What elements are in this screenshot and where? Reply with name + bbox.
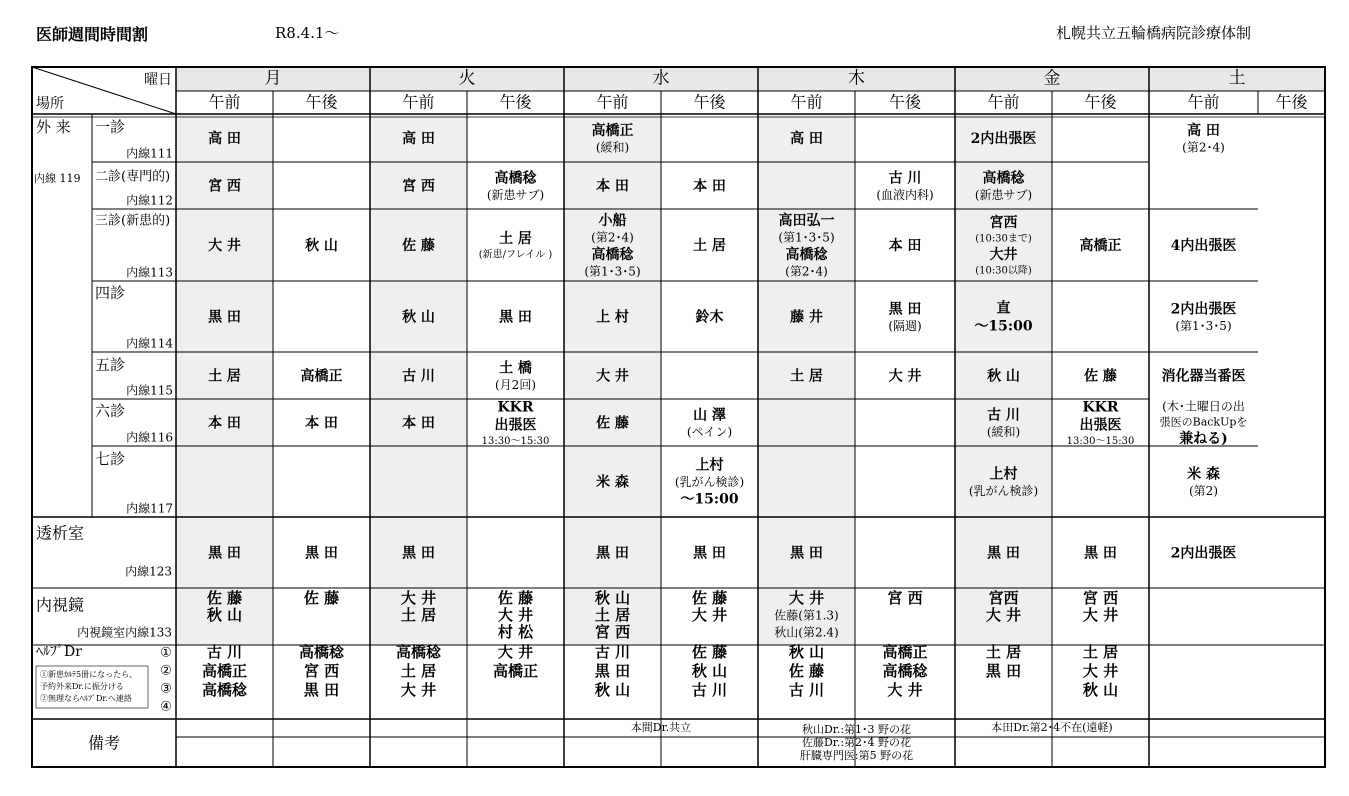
corner-youbi: 曜日 [144, 72, 172, 88]
cell-text: (緩和) [595, 140, 630, 155]
cell-text: 大 井 [1082, 606, 1119, 624]
cell-text: 宮 西 [1082, 589, 1119, 607]
cell-text: 高 田 [208, 131, 241, 147]
cell-text: 大 井 [888, 368, 922, 385]
cell-text: 秋 山 [594, 589, 631, 607]
gairai-label: 外 来 [36, 118, 71, 136]
cell-text: 小船 [598, 213, 627, 229]
cell-text: 村 松 [497, 623, 534, 641]
cell-text: 土 居 [1082, 643, 1119, 661]
cell-text: 土 居 [499, 231, 532, 247]
cell-text: 13:30～15:30 [1066, 436, 1135, 447]
cell-text: 秋 山 [788, 643, 825, 661]
day-header: 水 [652, 68, 670, 89]
am-header: 午前 [596, 92, 629, 112]
cell-text: (10:30以降) [975, 265, 1032, 277]
cell-text: 黒 田 [594, 662, 631, 680]
cell-text: 宮 西 [402, 178, 435, 195]
cell-text: 高田弘一 [778, 213, 835, 229]
cell-text: 高 田 [790, 131, 823, 147]
cell-text: 大 井 [1082, 662, 1119, 680]
cell-text: 古 川 [594, 643, 631, 661]
biko-thu: 肝臓専門医:第5 野の花 [799, 749, 914, 762]
room-label: 四診 [95, 284, 126, 302]
cell-text: 13:30～15:30 [481, 436, 550, 447]
cell-text: (第1･3･5) [584, 264, 641, 279]
day-header: 土 [1228, 68, 1246, 89]
cell-text: (月2回) [495, 378, 536, 392]
cell-text: 土 居 [790, 368, 823, 385]
cell-text: 佐 藤 [206, 589, 243, 607]
room-label: 二診(専門的) [95, 169, 171, 185]
cell-text: 高橋正 [492, 662, 539, 680]
room-label: 五診 [95, 356, 126, 374]
help-note: 予約外来Dr.に振分ける [40, 682, 124, 691]
cell-text: 黒 田 [402, 545, 435, 562]
cell-text: ～15:00 [680, 491, 739, 508]
cell-text: 直 [996, 300, 1011, 317]
pm-header: 午後 [305, 92, 338, 112]
cell-text: (第2･4) [1182, 140, 1225, 155]
cell-text: 黒 田 [987, 545, 1020, 562]
room-label: 三診(新患的) [95, 213, 171, 229]
cell-text: 佐 藤 [788, 662, 825, 680]
help-num: ① [160, 645, 172, 661]
cell-text: 大 井 [691, 606, 728, 624]
day-header: 月 [264, 68, 282, 89]
cell-text: 秋 山 [987, 368, 1020, 385]
cell-text: 高橋稔 [395, 643, 442, 661]
cell-text: 土 居 [693, 238, 726, 254]
cell-text: 秋 山 [206, 606, 243, 624]
cell-text: 高橋稔 [298, 643, 345, 661]
cell-text: 大井 [989, 247, 1018, 263]
cell-text: (10:30まで) [975, 233, 1032, 245]
cell-text: 大 井 [400, 681, 437, 699]
naishi-ext: 内視鏡室内線133 [77, 625, 172, 640]
cell-text: 土 居 [400, 606, 437, 624]
cell-text: (第1･3･5) [778, 230, 835, 245]
cell-text: (乳がん検診) [968, 484, 1039, 498]
cell-text: 高橋稔 [882, 662, 928, 680]
room-ext: 内線114 [126, 336, 173, 351]
cell-text: 高 田 [1187, 123, 1220, 139]
pm-header: 午後 [499, 92, 532, 112]
cell-text: KKR [497, 399, 534, 416]
cell-text: 出張医 [494, 417, 537, 434]
cell-text: 黒 田 [1084, 545, 1117, 562]
cell-text: 土 居 [400, 662, 437, 680]
cell-text: 大 井 [497, 606, 534, 624]
cell-text: 宮 西 [303, 662, 340, 680]
am-header: 午前 [208, 92, 241, 112]
help-num: ③ [160, 681, 172, 697]
cell-text: (新患サブ) [974, 188, 1033, 202]
cell-text: 大 井 [596, 368, 629, 385]
cell-text: 高橋正 [882, 643, 928, 661]
cell-text: 高橋正 [591, 123, 634, 139]
room-ext: 内線117 [126, 501, 173, 516]
effective-date: R8.4.1～ [275, 24, 340, 42]
toseki-ext: 内線123 [125, 564, 172, 579]
room-ext: 内線111 [126, 146, 173, 161]
cell-text: (緩和) [986, 425, 1021, 439]
toseki-label: 透析室 [36, 523, 85, 543]
cell-text: 佐 藤 [402, 238, 435, 254]
cell-text: 黒 田 [499, 309, 532, 326]
help-note: ①新患ｶﾙﾃ5冊になったら、 [40, 670, 138, 679]
cell-text: 本 田 [402, 415, 435, 432]
cell-text: 秋 山 [594, 681, 631, 699]
header-shade [176, 67, 1325, 91]
cell-text: 高橋稔 [494, 170, 537, 187]
cell-text: 本 田 [208, 415, 241, 432]
cell-text: (乳がん検診) [674, 475, 745, 489]
cell-text: 土 居 [594, 606, 631, 624]
room-label: 六診 [95, 402, 126, 420]
cell-text: 黒 田 [693, 545, 726, 562]
cell-text: 2内出張医 [1170, 301, 1237, 318]
cell-text: 古 川 [888, 170, 922, 187]
cell-text: 本 田 [693, 178, 726, 195]
cell-text: 古 川 [691, 681, 728, 699]
cell-text: 黒 田 [596, 545, 629, 562]
cell-text: 高橋稔 [591, 247, 634, 263]
cell-text: 秋 山 [305, 238, 338, 254]
biko-label: 備考 [87, 733, 121, 753]
am-header: 午前 [790, 92, 823, 112]
cell-text: 張医のBackUpを [1159, 415, 1248, 429]
cell-text: 本 田 [305, 415, 338, 432]
pm-header: 午後 [693, 92, 726, 112]
cell-text: 土 橋 [499, 360, 532, 377]
cell-text: 黒 田 [790, 545, 823, 562]
cell-text: 宮西 [988, 589, 1019, 607]
corner-basho: 場所 [36, 96, 64, 112]
cell-text: 4内出張医 [1170, 238, 1237, 254]
cell-text: 本 田 [596, 178, 629, 195]
cell-text: 高橋稔 [785, 247, 828, 263]
cell-text: 土 居 [208, 368, 241, 385]
cell-text: 大 井 [788, 589, 825, 607]
cell-text: 兼ねる) [1179, 431, 1228, 447]
pm-header: 午後 [1275, 92, 1308, 112]
cell-text: 秋 山 [1082, 681, 1119, 699]
biko-thu: 秋山Dr.:第1･3 野の花 [801, 723, 912, 736]
cell-text: 米 森 [596, 474, 629, 491]
day-header: 金 [1043, 68, 1061, 89]
cell-text: 大 井 [208, 238, 241, 254]
help-num: ② [160, 663, 172, 679]
cell-text: 山 澤 [693, 407, 726, 424]
room-ext: 内線113 [126, 265, 173, 280]
cell-text: (第2･4) [591, 230, 634, 245]
cell-text: (木･土曜日の出 [1162, 399, 1245, 414]
cell-text: 高橋稔 [201, 681, 248, 699]
cell-text: (第2) [1189, 484, 1218, 498]
cell-text: 高橋正 [1079, 238, 1122, 254]
cell-text: 黒 田 [208, 545, 241, 562]
hospital-name: 札幌共立五輪橋病院診療体制 [1056, 24, 1252, 42]
cell-text: 高橋正 [300, 368, 343, 385]
cell-text: 佐 藤 [497, 589, 534, 607]
cell-text: 黒 田 [208, 309, 241, 326]
room-label: 一診 [95, 118, 126, 136]
cell-text: (第2･4) [785, 264, 828, 279]
room-label: 七診 [95, 450, 126, 468]
day-header: 木 [848, 68, 865, 89]
pm-header: 午後 [888, 92, 922, 112]
day-header: 火 [458, 68, 476, 89]
cell-text: (新患/フレイル ) [478, 249, 553, 261]
am-header: 午前 [1187, 92, 1220, 112]
biko-fri: 本田Dr.第2･4不在(遠軽) [991, 721, 1113, 734]
am-header: 午前 [402, 92, 435, 112]
cell-text: 2内出張医 [970, 131, 1037, 147]
cell-text: 宮 西 [208, 178, 241, 195]
cell-text: 佐 藤 [596, 415, 629, 432]
biko-wed: 本間Dr.共立 [630, 721, 692, 734]
cell-text: 佐藤(第1.3) [774, 608, 839, 623]
cell-text: 宮西 [989, 215, 1018, 231]
cell-text: 大 井 [985, 606, 1022, 624]
cell-text: 古 川 [402, 368, 435, 385]
cell-text: 大 井 [400, 589, 437, 607]
pm-header: 午後 [1084, 92, 1117, 112]
cell-text: 佐 藤 [1084, 368, 1117, 385]
cell-text: 高橋正 [201, 662, 248, 680]
room-ext: 内線116 [126, 430, 173, 445]
cell-text: 佐 藤 [691, 589, 728, 607]
page-title: 医師週間時間割 [36, 25, 149, 44]
cell-text: 佐 藤 [691, 643, 728, 661]
cell-text: 黒 田 [888, 301, 922, 318]
cell-text: 黒 田 [305, 545, 338, 562]
cell-text: 上村 [989, 466, 1018, 483]
cell-text: 本 田 [888, 238, 922, 254]
help-note: ②無理ならﾍﾙﾌﾟDr.へ連絡 [40, 694, 132, 703]
cell-text: 上村 [695, 457, 724, 474]
cell-text: KKR [1082, 399, 1119, 416]
cell-text: 古 川 [206, 643, 243, 661]
cell-text: 出張医 [1079, 417, 1122, 434]
cell-text: (血液内科) [876, 188, 934, 202]
cell-text: 秋山(第2.4) [774, 625, 839, 640]
biko-thu: 佐藤Dr.:第2･4 野の花 [801, 736, 912, 749]
cell-text: (ペイン) [686, 425, 733, 439]
cell-text: 高 田 [402, 131, 435, 147]
cell-text: 上 村 [596, 309, 629, 326]
cell-text: 2内出張医 [1170, 545, 1237, 562]
cell-text: 大 井 [887, 681, 923, 699]
cell-text: 消化器当番医 [1161, 368, 1246, 385]
help-label: ﾍﾙﾌﾟDr [36, 644, 82, 660]
cell-text: 古 川 [987, 407, 1020, 424]
cell-text: (第1･3･5) [1175, 319, 1232, 333]
cell-text: 古 川 [788, 681, 825, 699]
cell-text: 米 森 [1187, 466, 1220, 483]
cell-text: 宮 西 [887, 589, 923, 607]
cell-text: (隔週) [888, 319, 922, 333]
cell-text: 土 居 [985, 643, 1022, 661]
cell-text: 黒 田 [985, 662, 1022, 680]
cell-text: (新患サブ) [486, 188, 545, 202]
help-num: ④ [160, 699, 172, 715]
cell-text: 宮 西 [594, 623, 631, 641]
am-header: 午前 [987, 92, 1020, 112]
room-ext: 内線115 [126, 383, 173, 398]
cell-text: 高橋稔 [982, 170, 1025, 187]
naishi-label: 内視鏡 [36, 595, 85, 615]
cell-text: 秋 山 [691, 662, 728, 680]
cell-text: ～15:00 [974, 318, 1033, 335]
cell-text: 大 井 [497, 643, 534, 661]
cell-text: 佐 藤 [303, 589, 340, 607]
room-ext: 内線112 [126, 193, 173, 208]
gairai-ext: 内線 119 [34, 172, 81, 185]
cell-text: 秋 山 [402, 309, 435, 326]
cell-text: 藤 井 [790, 309, 823, 326]
cell-text: 鈴木 [695, 309, 724, 326]
cell-text: 黒 田 [303, 681, 340, 699]
